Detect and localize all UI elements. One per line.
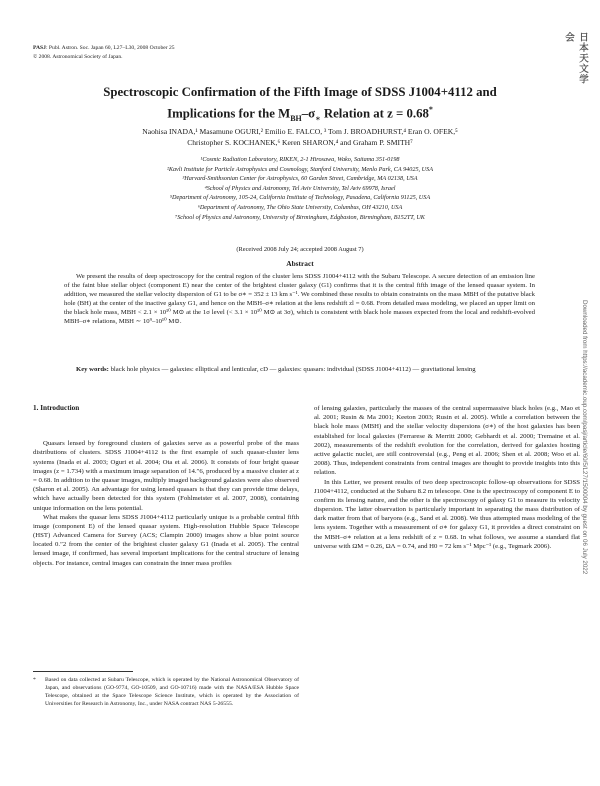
received-dates: (Received 2008 July 24; accepted 2008 August 7) [236,246,364,253]
journal-header [33,44,175,61]
affiliation: ¹Cosmic Radiation Laboratory, RIKEN, 2-1 Hirosawa, Wako, Saitama 351-0198 [200,156,400,163]
title-line-1: Spectroscopic Confirmation of the Fifth Image of SDSS J1004+4112 and [103,85,497,99]
keywords-text: black hole physics — galaxies: elliptical and lenticular, cD — galaxies: quasars: individual (SDSS J1004+4112) — gravitational lensing [108,366,476,373]
footnote-rule [33,671,133,672]
affiliations [40,155,560,222]
download-watermark: Downloaded from https://academic.oup.com/pasj/article/60/5/L27/1500004 by guest on 06 July 2022 [581,300,588,575]
footnote [33,676,299,708]
affiliation: ³Harvard-Smithsonian Center for Astrophysics, 60 Garden Street, Cambridge, MA 02138, USA [182,175,418,183]
paragraph: of lensing galaxies, particularly the masses of the central supermassive black holes (e.g., Mao et al. 2001; Rusin & Ma 2001; Keeton 2003; Rusin et al. 2005). While a correlation between the black hole mass (MBH) and the stellar velocity dispersions (σ∗) of the host galaxies has been established for local galaxies (Ferrarese & Merritt 2000; Gebhardt et al. 2000; Tremaine et al. 2002), measurements of the redshift evolution for the correlation, derived for galaxies hosting active galactic nuclei, are still controversial (e.g., Peng et al. 2006; Shen et al. 2008; Woo et al. 2008). Thus, independent constraints from central images are thought to provide insights into this relation. [314,405,580,477]
left-column [33,404,299,568]
author-list [40,127,560,148]
abstract-heading: Abstract [286,259,314,268]
journal-name: PASJ [33,45,46,51]
paragraph: In this Letter, we present results of two deep spectroscopic follow-up observations for SDSS J1004+4112, conducted at the Subaru 8.2 m telescope. One is the spectroscopy of component E to confirm its lensing nature, and the other is the spectroscopy of galaxy G1 to measure its velocity dispersion. The latter observation is particularly important in separating the mass distribution of dark matter from that of baryons (e.g., Sand et al. 2008). We thus attempted mass modeling of the lens system. Together with a measurement of σ∗ for galaxy G1, it provides a direct constraint on the MBH–σ∗ relation at a lens redshift of z = 0.68. In what follows, we assume a standard flat universe with ΩM = 0.26, ΩΛ = 0.74, and H0 = 72 km s⁻¹ Mpc⁻¹ (e.g., Tegmark 2006). [314,478,580,550]
keywords-label: Key words: [76,366,109,373]
right-column [314,404,580,551]
affiliation: ⁵Department of Astronomy, 105-24, California Institute of Technology, Pasadena, California 91125, USA [169,194,431,202]
section-heading: 1. Introduction [33,404,80,412]
paragraph: What makes the quasar lens SDSS J1004+4112 particularly unique is a probable central fifth image (component E) of the lensed quasar system. High-resolution Hubble Space Telescope (HST) Advanced Camera for Survey (ACS; Clampin 2000) images show a blue point source located 0.″2 from the center of the brightest cluster galaxy G1 (Inada et al. 2005). The central lensed image, if confirmed, has several important implications for the central structure of lensing objects. For instance, central images can constrain the inner mass profiles [33,513,299,567]
abstract-text: We present the results of deep spectroscopy for the central region of the cluster lens SDSS J1004+4112 with the Subaru Telescope. A secure detection of an emission line of the faint blue stellar object (component E) near the center of the brightest cluster galaxy (G1) confirms that it is the central fifth image of the lensed quasar system. In addition, we measured the stellar velocity dispersion of G1 to be σ∗ = 352 ± 13 km s⁻¹. We combined these results to obtain constraints on the mass MBH of the putative black hole (BH) at the center of the inactive galaxy G1, and hence on the MBH–σ∗ relation at the lens redshift zl = 0.68. From detailed mass modeling, we placed an upper limit on the black hole mass, MBH < 2.1 × 10¹⁰ M⊙ at the 1σ level (< 3.1 × 10¹⁰ M⊙ at 3σ), which is consistent with black hole masses expected from the local and redshift-evolved MBH–σ∗ relations, MBH ∼ 10⁹–10¹⁰ M⊙. [64,273,535,326]
keywords [64,365,535,374]
affiliation: ⁶Department of Astronomy, The Ohio State University, Columbus, OH 43210, USA [197,203,403,211]
footnote-marker: * [33,677,36,683]
publisher-logo: 日本天文学会 [563,32,588,85]
affiliation: ⁷School of Physics and Astronomy, University of Birmingham, Edgbaston, Birmingham, B152TT, UK [175,213,425,221]
footnote-text: Based on data collected at Subaru Telescope, which is operated by the National Astronomical Observatory of Japan, and observations (GO-9774, GO-10509, and GO-10716) made with the NASA/ESA Hubble Space Telescope, obtained at the Space Telescope Science Institute, which is operated by the Association of Universities for Research in Astronomy, Inc., under NASA contract NAS 5-26555. [45,677,299,707]
authors-line-2: Christopher S. KOCHANEK,⁶ Keren SHARON,⁴ and Graham P. SMITH⁷ [187,137,413,147]
paper-title [40,84,560,127]
paragraph: Quasars lensed by foreground clusters of galaxies serve as a powerful probe of the mass distributions of clusters. SDSS J1004+4112 is the first example of such quasar-cluster lens systems (Inada et al. 2003; Oguri et al. 2004; Ota et al. 2006). It consists of four bright quasar images (z = 1.734) with a maximum image separation of 14.″6, produced by a massive cluster at z = 0.68. In addition to the quasar images, multiply imaged background galaxies were also observed (Sharon et al. 2005). An advantage for using lensed quasars is that they can provide time delays, which have actually been detected for this system (Fohlmeister et al. 2007, 2008), containing unique information on the lens potential. [33,440,299,512]
affiliation: ⁴School of Physics and Astronomy, Tel Aviv University, Tel Aviv 69978, Israel [204,184,396,192]
affiliation: ²Kavli Institute for Particle Astrophysics and Cosmology, Stanford University, Menlo Park, CA 94025, USA [166,165,433,173]
copyright-line: © 2008. Astronomical Society of Japan. [33,53,123,60]
journal-citation: : Publ. Astron. Soc. Japan 60, L27–L30, 2008 October 25 [45,45,175,51]
title-line-2: Implications for the $M_{BH}-\sigma_∗$ Relation at z = 0.68* [167,105,433,123]
authors-line-1: Naohisa INADA,¹ Masamune OGURI,² Emilio E. FALCO, ³ Tom J. BROADHURST,⁴ Eran O. OFEK,⁵ [142,127,458,136]
